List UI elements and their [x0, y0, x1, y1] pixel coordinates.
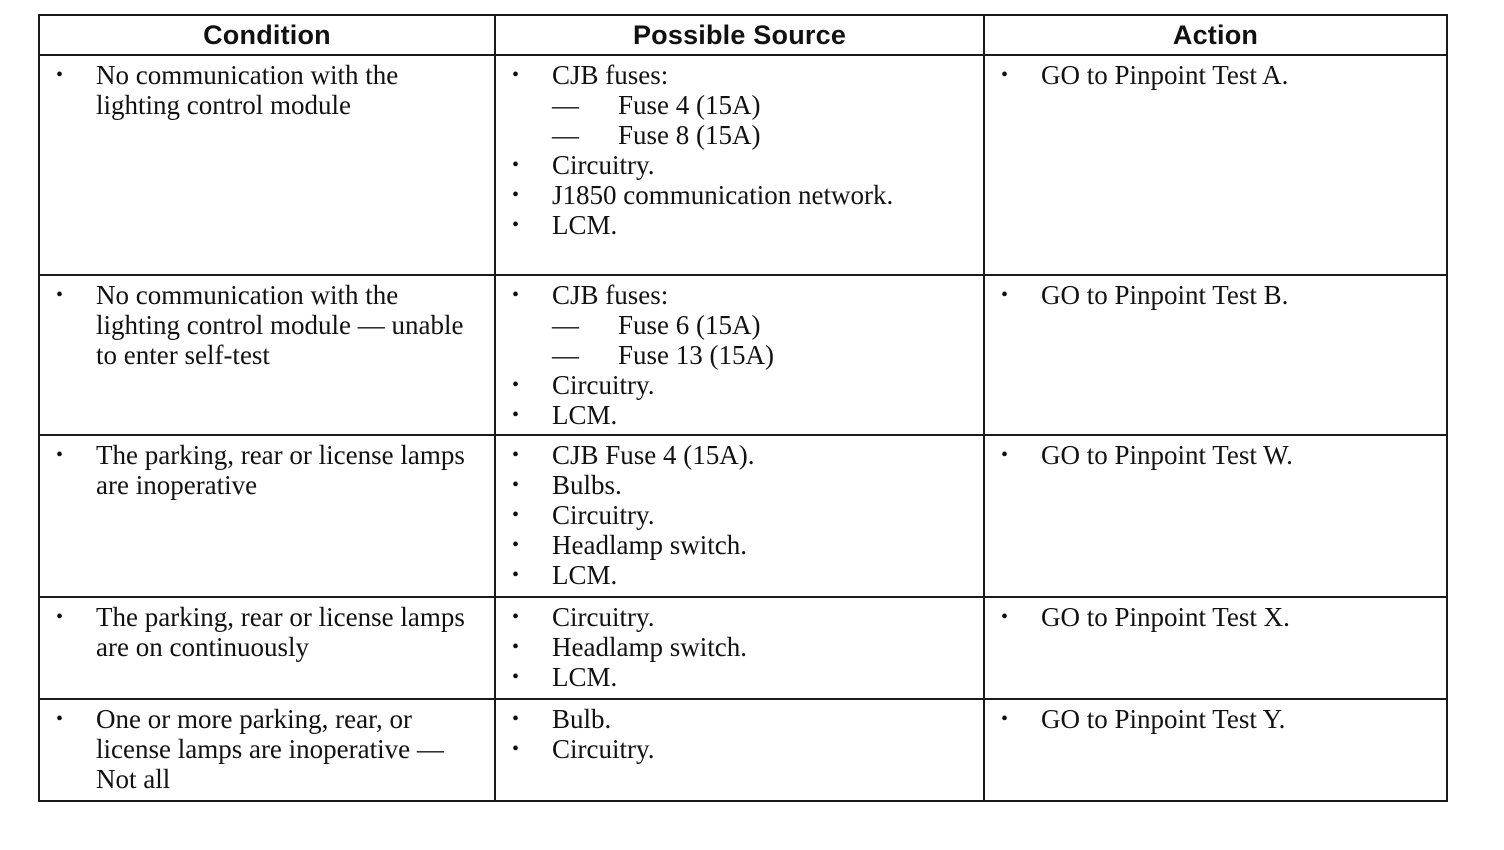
condition-cell — [39, 597, 495, 699]
header-action: Action — [984, 15, 1447, 55]
condition-text: • One or more parking, rear, or license lamps are inoperative — Not all — [50, 704, 486, 794]
table-row — [39, 55, 1447, 275]
table-row — [39, 275, 1447, 435]
diagnostic-table-container — [38, 14, 1446, 802]
table-row — [39, 699, 1447, 801]
source-item: • Circuitry. — [506, 150, 975, 180]
symptom-chart-table — [38, 14, 1448, 802]
source-item: • Headlamp switch. — [506, 530, 975, 560]
source-item: • J1850 communication network. — [506, 180, 975, 210]
possible-source-cell — [495, 597, 984, 699]
source-item: • Circuitry. — [506, 734, 975, 764]
action-cell — [984, 55, 1447, 275]
condition-text: • No communication with the lighting control module — [50, 60, 486, 120]
source-item: • CJB fuses: — [506, 60, 975, 90]
action-text: • GO to Pinpoint Test A. — [995, 60, 1438, 90]
action-text: • GO to Pinpoint Test X. — [995, 602, 1438, 632]
source-item: • LCM. — [506, 400, 975, 430]
table-row — [39, 597, 1447, 699]
source-item: • CJB Fuse 4 (15A). — [506, 440, 975, 470]
source-item: • Circuitry. — [506, 500, 975, 530]
condition-cell — [39, 275, 495, 435]
action-cell — [984, 597, 1447, 699]
possible-source-cell — [495, 275, 984, 435]
source-item: • LCM. — [506, 560, 975, 590]
header-row — [39, 15, 1447, 55]
source-sub-item: — Fuse 8 (15A) — [506, 120, 975, 150]
condition-text: • The parking, rear or license lamps are on continuously — [50, 602, 486, 662]
condition-cell — [39, 699, 495, 801]
possible-source-cell — [495, 699, 984, 801]
source-item: • Headlamp switch. — [506, 632, 975, 662]
source-item: • Bulb. — [506, 704, 975, 734]
source-sub-item: — Fuse 13 (15A) — [506, 340, 975, 370]
condition-text: • The parking, rear or license lamps are inoperative — [50, 440, 486, 500]
table-row — [39, 435, 1447, 597]
source-item: • CJB fuses: — [506, 280, 975, 310]
source-item: • LCM. — [506, 662, 975, 692]
condition-cell — [39, 435, 495, 597]
action-cell — [984, 275, 1447, 435]
source-item: • Circuitry. — [506, 602, 975, 632]
action-text: • GO to Pinpoint Test B. — [995, 280, 1438, 310]
source-sub-item: — Fuse 4 (15A) — [506, 90, 975, 120]
header-possible-source: Possible Source — [495, 15, 984, 55]
possible-source-cell — [495, 435, 984, 597]
possible-source-cell — [495, 55, 984, 275]
source-item: • Bulbs. — [506, 470, 975, 500]
source-item: • LCM. — [506, 210, 975, 240]
action-cell — [984, 699, 1447, 801]
source-item: • Circuitry. — [506, 370, 975, 400]
source-sub-item: — Fuse 6 (15A) — [506, 310, 975, 340]
action-text: • GO to Pinpoint Test Y. — [995, 704, 1438, 734]
action-cell — [984, 435, 1447, 597]
action-text: • GO to Pinpoint Test W. — [995, 440, 1438, 470]
condition-cell — [39, 55, 495, 275]
header-condition: Condition — [39, 15, 495, 55]
condition-text: • No communication with the lighting control module — unable to enter self-test — [50, 280, 486, 370]
